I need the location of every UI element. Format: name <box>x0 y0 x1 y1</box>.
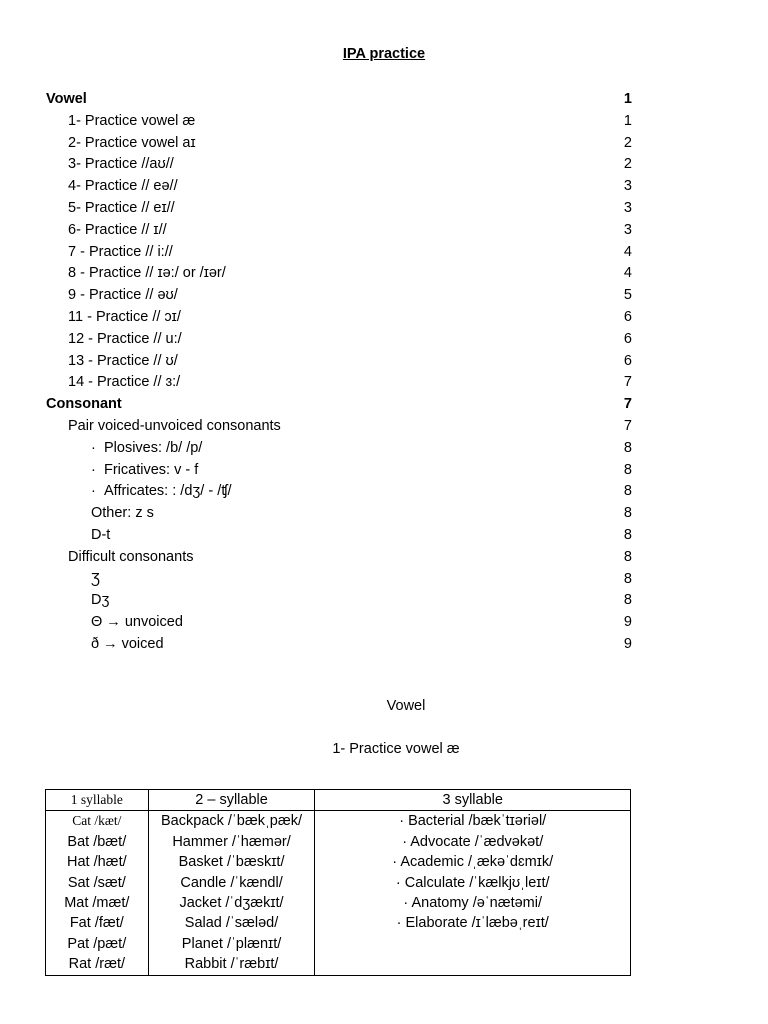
toc-entry-label <box>68 285 178 307</box>
toc-entry-text: 14 - Practice // ɜ:/ <box>68 374 181 391</box>
toc-entry[interactable] <box>0 372 768 394</box>
table-cell: · Calculate /ˈkælkjʊˌleɪt/ <box>315 873 631 893</box>
toc-entry[interactable] <box>0 394 768 416</box>
toc-entry[interactable] <box>0 547 768 569</box>
toc-entry-label <box>91 612 183 634</box>
table-cell: Basket /ˈbæskɪt/ <box>148 852 315 872</box>
toc-entry[interactable] <box>0 285 768 307</box>
toc-entry-page-number: 8 <box>623 505 632 522</box>
column-header-2-syllable: 2 – syllable <box>148 790 315 811</box>
toc-entry-label <box>91 590 109 612</box>
toc-entry-page-number: 7 <box>623 374 632 391</box>
table-cell: Sat /sæt/ <box>46 873 149 893</box>
toc-entry-text: Plosives: /b/ /p/ <box>104 439 203 456</box>
toc-entry-label <box>91 569 100 591</box>
table-cell: Salad /ˈsæləd/ <box>148 913 315 933</box>
toc-entry-page-number: 2 <box>623 134 632 151</box>
toc-entry[interactable] <box>0 438 768 460</box>
toc-entry-text: 1- Practice vowel æ <box>68 112 196 129</box>
toc-entry[interactable] <box>0 111 768 133</box>
toc-entry-text: 5- Practice // eɪ// <box>68 199 175 216</box>
toc-entry-page-number: 6 <box>623 352 632 369</box>
toc-entry[interactable] <box>0 220 768 242</box>
toc-entry-label <box>68 547 193 569</box>
table-cell: · Anatomy /əˈnætəmi/ <box>315 893 631 913</box>
toc-entry-label <box>91 481 231 503</box>
table-cell: Backpack /ˈbækˌpæk/ <box>148 811 315 832</box>
toc-entry[interactable] <box>0 612 768 634</box>
toc-entry[interactable] <box>0 176 768 198</box>
bullet-icon: · <box>91 461 96 478</box>
toc-entry-text: Fricatives: v - f <box>104 461 199 478</box>
toc-entry-text: Vowel <box>46 91 87 107</box>
section-heading: Vowel <box>386 698 426 714</box>
toc-entry-label <box>68 154 174 176</box>
column-header-3-syllable: 3 syllable <box>315 790 631 811</box>
table-of-contents <box>0 89 768 656</box>
table-row <box>46 913 631 933</box>
table-cell: Jacket /ˈdʒækɪt/ <box>148 893 315 913</box>
toc-entry-text: ð → voiced <box>91 635 164 652</box>
toc-entry-text: Consonant <box>46 396 122 413</box>
toc-entry-label <box>91 503 154 525</box>
toc-entry-page-number: 1 <box>623 91 632 107</box>
table-row <box>46 832 631 852</box>
toc-entry[interactable] <box>0 351 768 373</box>
toc-entry[interactable] <box>0 89 768 111</box>
toc-entry[interactable] <box>0 525 768 547</box>
toc-entry-page-number: 6 <box>623 330 632 347</box>
toc-entry-page-number: 3 <box>623 221 632 238</box>
toc-entry-page-number: 4 <box>623 265 632 282</box>
toc-entry[interactable] <box>0 503 768 525</box>
toc-entry-text: 6- Practice // ɪ// <box>68 221 167 238</box>
table-body <box>46 811 631 975</box>
toc-entry-label <box>68 220 167 242</box>
toc-entry[interactable] <box>0 634 768 656</box>
table-cell: Hammer /ˈhæmər/ <box>148 832 315 852</box>
toc-entry-text: 4- Practice // eə// <box>68 178 178 195</box>
toc-entry-page-number: 2 <box>623 156 632 173</box>
table-cell: Fat /fæt/ <box>46 913 149 933</box>
toc-entry-text: Θ → unvoiced <box>91 614 183 631</box>
vowel-practice-table <box>45 789 631 976</box>
table-row <box>46 954 631 975</box>
toc-entry-text: Ʒ <box>91 570 100 587</box>
table-cell: Bat /bæt/ <box>46 832 149 852</box>
toc-entry[interactable] <box>0 307 768 329</box>
toc-entry-text: Difficult consonants <box>68 548 194 565</box>
table-cell: · Academic /ˌækəˈdɛmɪk/ <box>315 852 631 872</box>
toc-entry-label <box>46 89 87 111</box>
toc-entry[interactable] <box>0 329 768 351</box>
table-row <box>46 873 631 893</box>
toc-entry-text: 3- Practice //aʊ// <box>68 156 174 173</box>
table-cell: · Elaborate /ɪˈlæbəˌreɪt/ <box>315 913 631 933</box>
toc-entry-text: 11 - Practice // ɔɪ/ <box>68 308 181 325</box>
toc-entry-page-number: 8 <box>623 483 632 500</box>
toc-entry-text: 13 - Practice // ʊ/ <box>68 352 178 369</box>
toc-entry-label <box>68 351 178 373</box>
toc-entry-text: 8 - Practice // ɪə:/ or /ɪər/ <box>68 265 226 282</box>
subsection-heading: 1- Practice vowel æ <box>332 741 460 757</box>
column-header-1-syllable: 1 syllable <box>46 790 149 811</box>
table-cell: Hat /hæt/ <box>46 852 149 872</box>
table-row <box>46 893 631 913</box>
toc-entry-text: 2- Practice vowel aɪ <box>68 134 196 151</box>
toc-entry-page-number: 3 <box>623 199 632 216</box>
toc-entry-text: Affricates: : /dʒ/ - /ʧ/ <box>104 483 232 500</box>
table-cell <box>315 954 631 975</box>
toc-entry-page-number: 6 <box>623 308 632 325</box>
table-row <box>46 811 631 832</box>
document-title: IPA practice <box>342 46 426 62</box>
toc-entry-text: 9 - Practice // əʊ/ <box>68 287 178 304</box>
table-cell: Planet /ˈplænɪt/ <box>148 934 315 954</box>
toc-entry-label <box>68 242 173 264</box>
table-row <box>46 934 631 954</box>
toc-entry-label <box>46 394 122 416</box>
toc-entry-label <box>68 133 196 155</box>
table-header-row <box>46 790 631 811</box>
toc-entry-page-number: 7 <box>623 417 632 434</box>
toc-entry[interactable] <box>0 569 768 591</box>
table-cell <box>315 934 631 954</box>
toc-entry-label <box>68 372 180 394</box>
toc-entry-page-number: 8 <box>623 526 632 543</box>
toc-entry-label <box>91 634 164 656</box>
bullet-icon: · <box>91 439 96 456</box>
table-cell: · Advocate /ˈædvəkət/ <box>315 832 631 852</box>
toc-entry[interactable] <box>0 242 768 264</box>
toc-entry[interactable] <box>0 154 768 176</box>
table-cell: Cat /kæt/ <box>46 811 149 832</box>
table-cell: · Bacterial /bækˈtɪəriəl/ <box>315 811 631 832</box>
toc-entry-page-number: 8 <box>623 461 632 478</box>
toc-entry-page-number: 9 <box>623 614 632 631</box>
toc-entry-label <box>68 416 281 438</box>
table-cell: Rat /ræt/ <box>46 954 149 975</box>
toc-entry-page-number: 8 <box>623 570 632 587</box>
toc-entry[interactable] <box>0 590 768 612</box>
toc-entry-text: D-t <box>91 526 111 543</box>
toc-entry-text: 7 - Practice // i:// <box>68 243 173 260</box>
toc-entry-label <box>91 525 110 547</box>
toc-entry-label <box>68 329 182 351</box>
toc-entry[interactable] <box>0 198 768 220</box>
table-cell: Mat /mæt/ <box>46 893 149 913</box>
toc-entry[interactable] <box>0 133 768 155</box>
bullet-icon: · <box>91 483 96 500</box>
toc-entry-text: 12 - Practice // u:/ <box>68 330 182 347</box>
toc-entry-page-number: 8 <box>623 592 632 609</box>
toc-entry-label <box>68 307 181 329</box>
toc-entry-label <box>91 460 198 482</box>
toc-entry-page-number: 4 <box>623 243 632 260</box>
toc-entry-page-number: 8 <box>623 439 632 456</box>
toc-entry-text: Pair voiced-unvoiced consonants <box>68 417 281 434</box>
table-row <box>46 852 631 872</box>
toc-entry-page-number: 8 <box>623 548 632 565</box>
toc-entry-label <box>91 438 202 460</box>
toc-entry-page-number: 1 <box>623 112 632 129</box>
toc-entry-label <box>68 263 226 285</box>
toc-entry-text: Dʒ <box>91 592 110 609</box>
toc-entry-text: Other: z s <box>91 505 154 522</box>
toc-entry[interactable] <box>0 481 768 503</box>
toc-entry[interactable] <box>0 263 768 285</box>
toc-entry[interactable] <box>0 416 768 438</box>
toc-entry-page-number: 9 <box>623 635 632 652</box>
toc-entry-label <box>68 111 195 133</box>
toc-entry-label <box>68 198 175 220</box>
toc-entry-page-number: 5 <box>623 287 632 304</box>
toc-entry-label <box>68 176 178 198</box>
toc-entry-page-number: 7 <box>623 396 632 413</box>
table-cell: Candle /ˈkændl/ <box>148 873 315 893</box>
toc-entry[interactable] <box>0 460 768 482</box>
table-cell: Pat /pæt/ <box>46 934 149 954</box>
toc-entry-page-number: 3 <box>623 178 632 195</box>
table-cell: Rabbit /ˈræbɪt/ <box>148 954 315 975</box>
